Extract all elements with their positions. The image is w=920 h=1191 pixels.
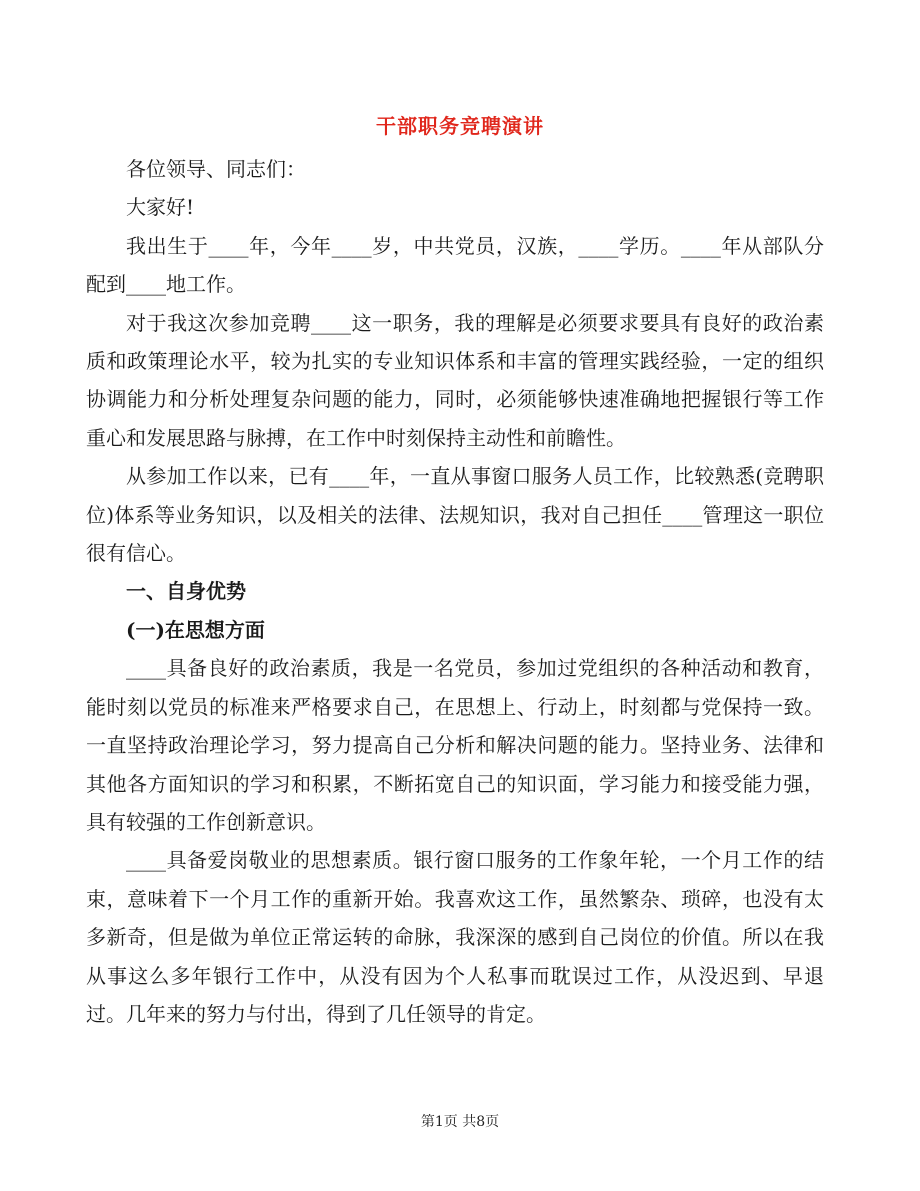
hello-paragraph: 大家好!: [126, 195, 195, 220]
greeting-paragraph: 各位领导、同志们：: [126, 157, 306, 181]
document-title: 干部职务竞聘演讲: [376, 114, 544, 138]
page-number-footer: 第1页 共8页: [420, 1114, 500, 1130]
subsection-heading-thought: (一)在思想方面: [126, 617, 265, 642]
political-quality-paragraph: ____具备良好的政治素质，我是一名党员，参加过党组织的各种活动和教育，能时刻以党员的标准来严格要求自己，在思想上、行动上，时刻都与党保持一致。一直坚持政治理论学习，努力提高自己分析和解决问题的能力。坚持业务、法律和其他各方面知识的学习和积累，不断拓宽自己的知识面，学习能力和接受能力强，具有较强的工作创新意识。: [86, 656, 824, 834]
dedication-paragraph: ____具备爱岗敬业的思想素质。银行窗口服务的工作象年轮，一个月工作的结束，意味着下一个月工作的重新开始。我喜欢这工作，虽然繁杂、琐碎，也没有太多新奇，但是做为单位正常运转的命脉，我深深的感到自己岗位的价值。所以在我从事这么多年银行工作中，从没有因为个人私事而耽误过工作，从没迟到、早退过。几年来的努力与付出，得到了几任领导的肯定。: [86, 848, 824, 1026]
document-body: [86, 150, 824, 1033]
work-experience-paragraph: 从参加工作以来，已有____年，一直从事窗口服务人员工作，比较熟悉(竞聘职位)体系等业务知识，以及相关的法律、法规知识，我对自己担任____管理这一职位很有信心。: [86, 464, 824, 566]
section-heading-advantages: 一、自身优势: [126, 579, 246, 604]
position-understanding-paragraph: 对于我这次参加竞聘____这一职务，我的理解是必须要求要具有良好的政治素质和政策理论水平，较为扎实的专业知识体系和丰富的管理实践经验，一定的组织协调能力和分析处理复杂问题的能力，同时，必须能够快速准确地把握银行等工作重心和发展思路与脉搏，在工作中时刻保持主动性和前瞻性。: [86, 310, 824, 450]
personal-info-paragraph: 我出生于____年，今年____岁，中共党员，汉族，____学历。____年从部队分配到____地工作。: [86, 233, 824, 297]
